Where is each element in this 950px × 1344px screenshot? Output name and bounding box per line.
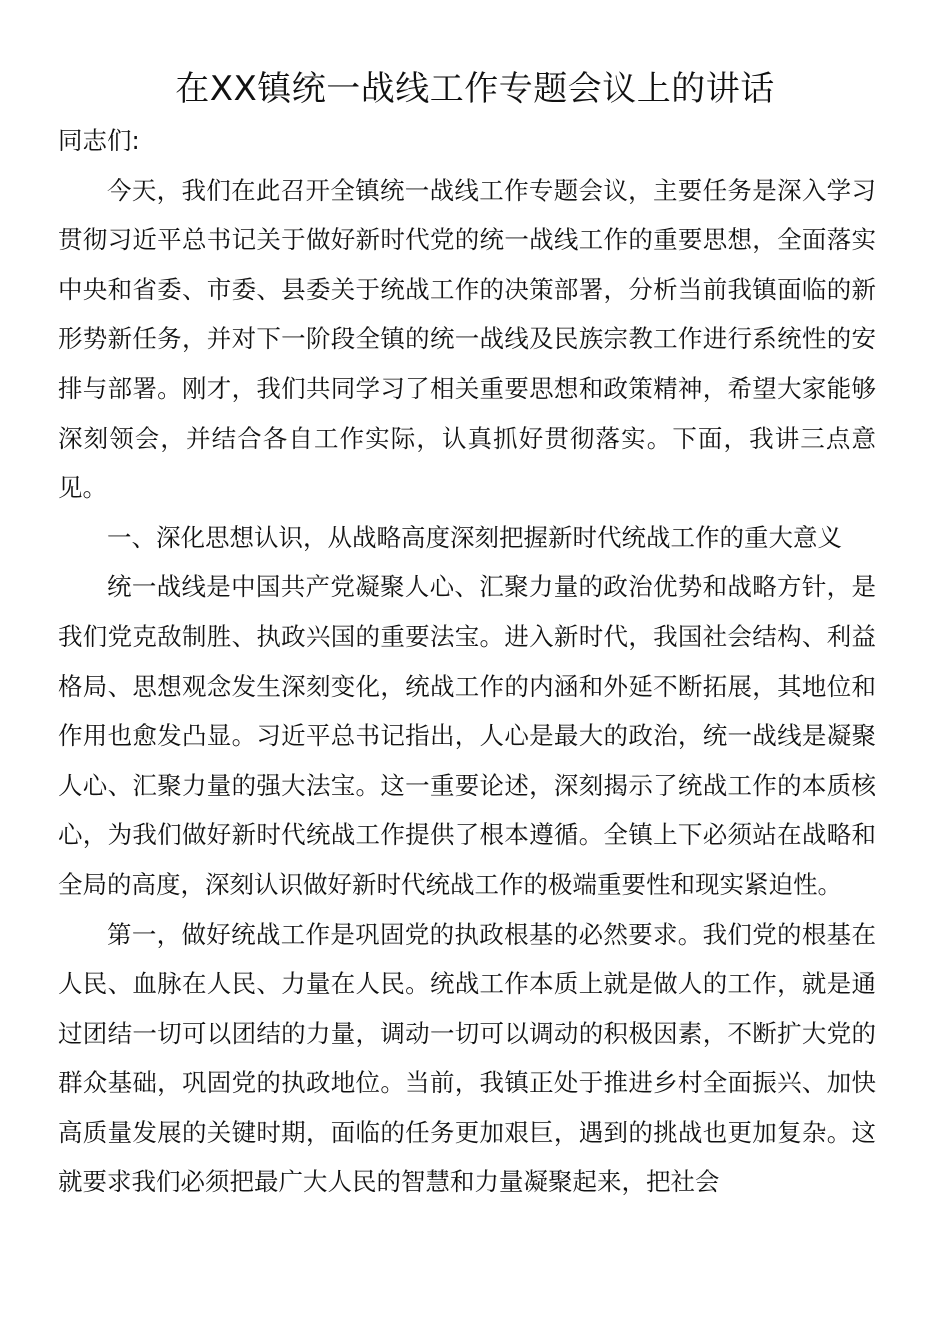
- document-body: [58, 116, 876, 1207]
- section-heading-one: 一、深化思想认识，从战略高度深刻把握新时代统战工作的重大意义: [107, 522, 842, 552]
- salutation: 同志们:: [58, 126, 140, 155]
- paragraph-opening: 今天，我们在此召开全镇统一战线工作专题会议，主要任务是深入学习贯彻习近平总书记关于做好新时代党的统一战线工作的重要思想，全面落实中央和省委、市委、县委关于统战工作的决策部署，分析当前我镇面临的新形势新任务，并对下一阶段全镇的统一战线及民族宗教工作进行系统性的安排与部署。刚才，我们共同学习了相关重要思想和政策精神，希望大家能够深刻领会，并结合各自工作实际，认真抓好贯彻落实。下面，我讲三点意见。: [58, 175, 876, 503]
- paragraph-significance: 统一战线是中国共产党凝聚人心、汇聚力量的政治优势和战略方针，是我们党克敌制胜、执政兴国的重要法宝。进入新时代，我国社会结构、利益格局、思想观念发生深刻变化，统战工作的内涵和外延不断拓展，其地位和作用也愈发凸显。习近平总书记指出，人心是最大的政治，统一战线是凝聚人心、汇聚力量的强大法宝。这一重要论述，深刻揭示了统战工作的本质核心，为我们做好新时代统战工作提供了根本遵循。全镇上下必须站在战略和全局的高度，深刻认识做好新时代统战工作的极端重要性和现实紧迫性。: [58, 572, 876, 899]
- paragraph-point-first: 第一，做好统战工作是巩固党的执政根基的必然要求。我们党的根基在人民、血脉在人民、力量在人民。统战工作本质上就是做人的工作，就是通过团结一切可以团结的力量，调动一切可以调动的积极因素，不断扩大党的群众基础，巩固党的执政地位。当前，我镇正处于推进乡村全面振兴、加快高质量发展的关键时期，面临的任务更加艰巨，遇到的挑战也更加复杂。这就要求我们必须把最广大人民的智慧和力量凝聚起来，把社会: [58, 919, 876, 1197]
- document-title: 在XX镇统一战线工作专题会议上的讲话: [175, 69, 775, 109]
